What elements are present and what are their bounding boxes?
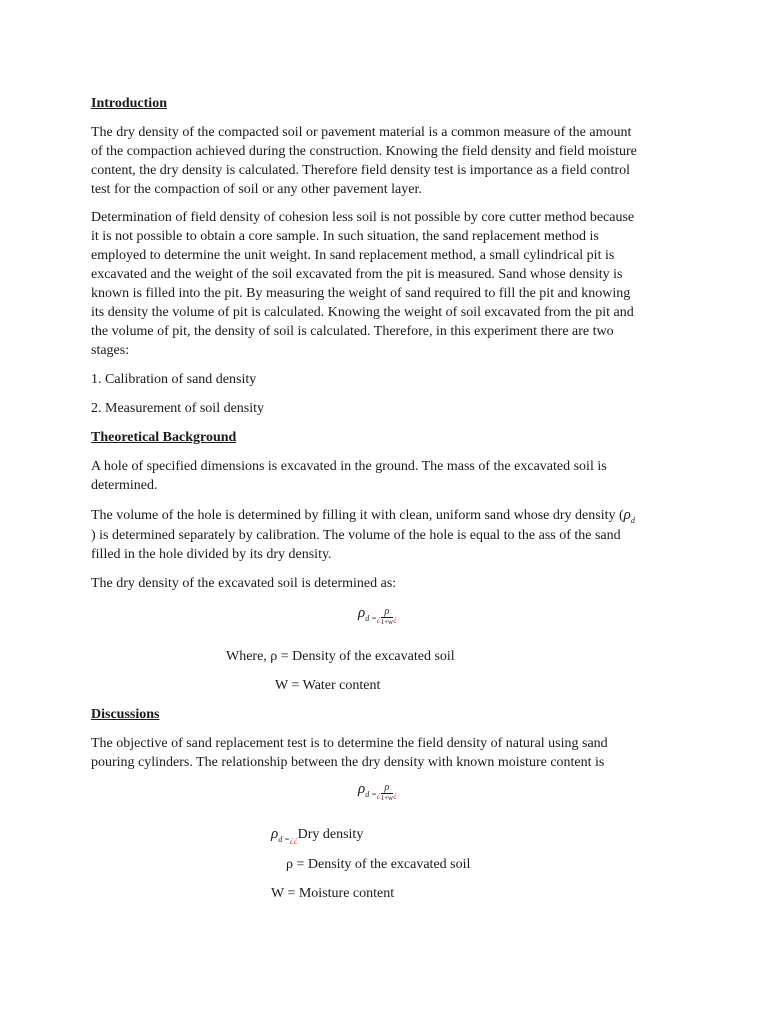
- text-line: employed to determine the unit weight. In sand replacement method, a small cylindrical pit is: [91, 248, 615, 263]
- text-line: The dry density of the compacted soil or pavement material is a common measure of the amount: [91, 125, 632, 140]
- text-line: determined.: [91, 478, 158, 493]
- text-line: Determination of field density of cohesion less soil is not possible by core cutter method because: [91, 210, 635, 225]
- text-line: content, the dry density is calculated. Therefore field density test is importance as a field control: [91, 163, 630, 178]
- list-item-measurement: 2. Measurement of soil density: [91, 401, 265, 416]
- fraction-denominator: 1+w: [380, 794, 394, 803]
- text-line: A hole of specified dimensions is excavated in the ground. The mass of the excavated soil is: [91, 459, 607, 474]
- fraction-numerator: ρ: [381, 783, 394, 794]
- formula-fraction: [381, 607, 394, 626]
- introduction-paragraph-2: [91, 208, 683, 360]
- theory-paragraph-1: [91, 457, 683, 495]
- rho-symbol: ρ: [358, 605, 366, 621]
- formula-glyph: ¿: [393, 614, 398, 623]
- formula-subscript: d =: [365, 614, 377, 623]
- text-line: ) is determined separately by calibration. The volume of the hole is equal to the ass of the sand: [91, 528, 621, 543]
- theory-paragraph-2: [91, 506, 683, 564]
- text-line: the volume of pit, the density of soil is calculated. Therefore, in this experiment there are two: [91, 324, 614, 339]
- rho-symbol: ρ: [271, 826, 279, 842]
- rho-symbol: ρ: [358, 781, 366, 797]
- introduction-heading: Introduction: [91, 96, 167, 111]
- formula-subscript: d =: [278, 835, 290, 844]
- text-line: The objective of sand replacement test is to determine the field density of natural using sand: [91, 736, 608, 751]
- dry-density-formula-1: [358, 604, 398, 627]
- rho-symbol: ρ: [623, 507, 631, 523]
- formula-glyph: ¿¿: [289, 835, 298, 844]
- text-line: known is filled into the pit. By measuring the weight of sand required to fill the pit and knowing: [91, 286, 631, 301]
- formula-glyph: ¿: [376, 790, 381, 799]
- formula-fraction: [381, 783, 394, 802]
- text-line: test for the compaction of soil or any other pavement layer.: [91, 182, 422, 197]
- definition-density: ρ = Density of the excavated soil: [286, 857, 471, 872]
- subscript-d: d: [630, 516, 635, 525]
- fraction-numerator: ρ: [381, 607, 394, 618]
- definition-text: Dry density: [297, 827, 364, 842]
- text-line: of the compaction achieved during the construction. Knowing the field density and field moisture: [91, 144, 637, 159]
- theory-paragraph-3: The dry density of the excavated soil is determined as:: [91, 576, 397, 591]
- formula-glyph: ¿: [393, 790, 398, 799]
- text-line-lead: The volume of the hole is determined by filling it with clean, uniform sand whose dry density (: [91, 508, 624, 523]
- definition-moisture-content: W = Moisture content: [271, 886, 395, 901]
- formula-subscript: d =: [365, 790, 377, 799]
- text-line: stages:: [91, 343, 130, 358]
- theoretical-background-heading: Theoretical Background: [91, 430, 237, 445]
- text-line: filled in the hole divided by its dry density.: [91, 547, 332, 562]
- fraction-denominator: 1+w: [380, 618, 394, 627]
- where-density: Where, ρ = Density of the excavated soil: [226, 649, 455, 664]
- formula-glyph: ¿: [376, 614, 381, 623]
- where-water-content: W = Water content: [275, 678, 381, 693]
- text-line: it is not possible to obtain a core sample. In such situation, the sand replacement method is: [91, 229, 599, 244]
- discussions-heading: Discussions: [91, 707, 160, 722]
- text-line: excavated and the weight of the soil excavated from the pit is measured. Sand whose density is: [91, 267, 623, 282]
- dry-density-formula-2: [358, 780, 398, 803]
- text-line: its density the volume of pit is calculated. Knowing the weight of soil excavated from the pit and: [91, 305, 634, 320]
- list-item-calibration: 1. Calibration of sand density: [91, 372, 257, 387]
- discussions-paragraph-1: [91, 734, 683, 772]
- definition-dry-density: [271, 825, 363, 845]
- introduction-paragraph-1: [91, 123, 683, 199]
- text-line: [91, 506, 683, 526]
- text-line: pouring cylinders. The relationship between the dry density with known moisture content is: [91, 755, 605, 770]
